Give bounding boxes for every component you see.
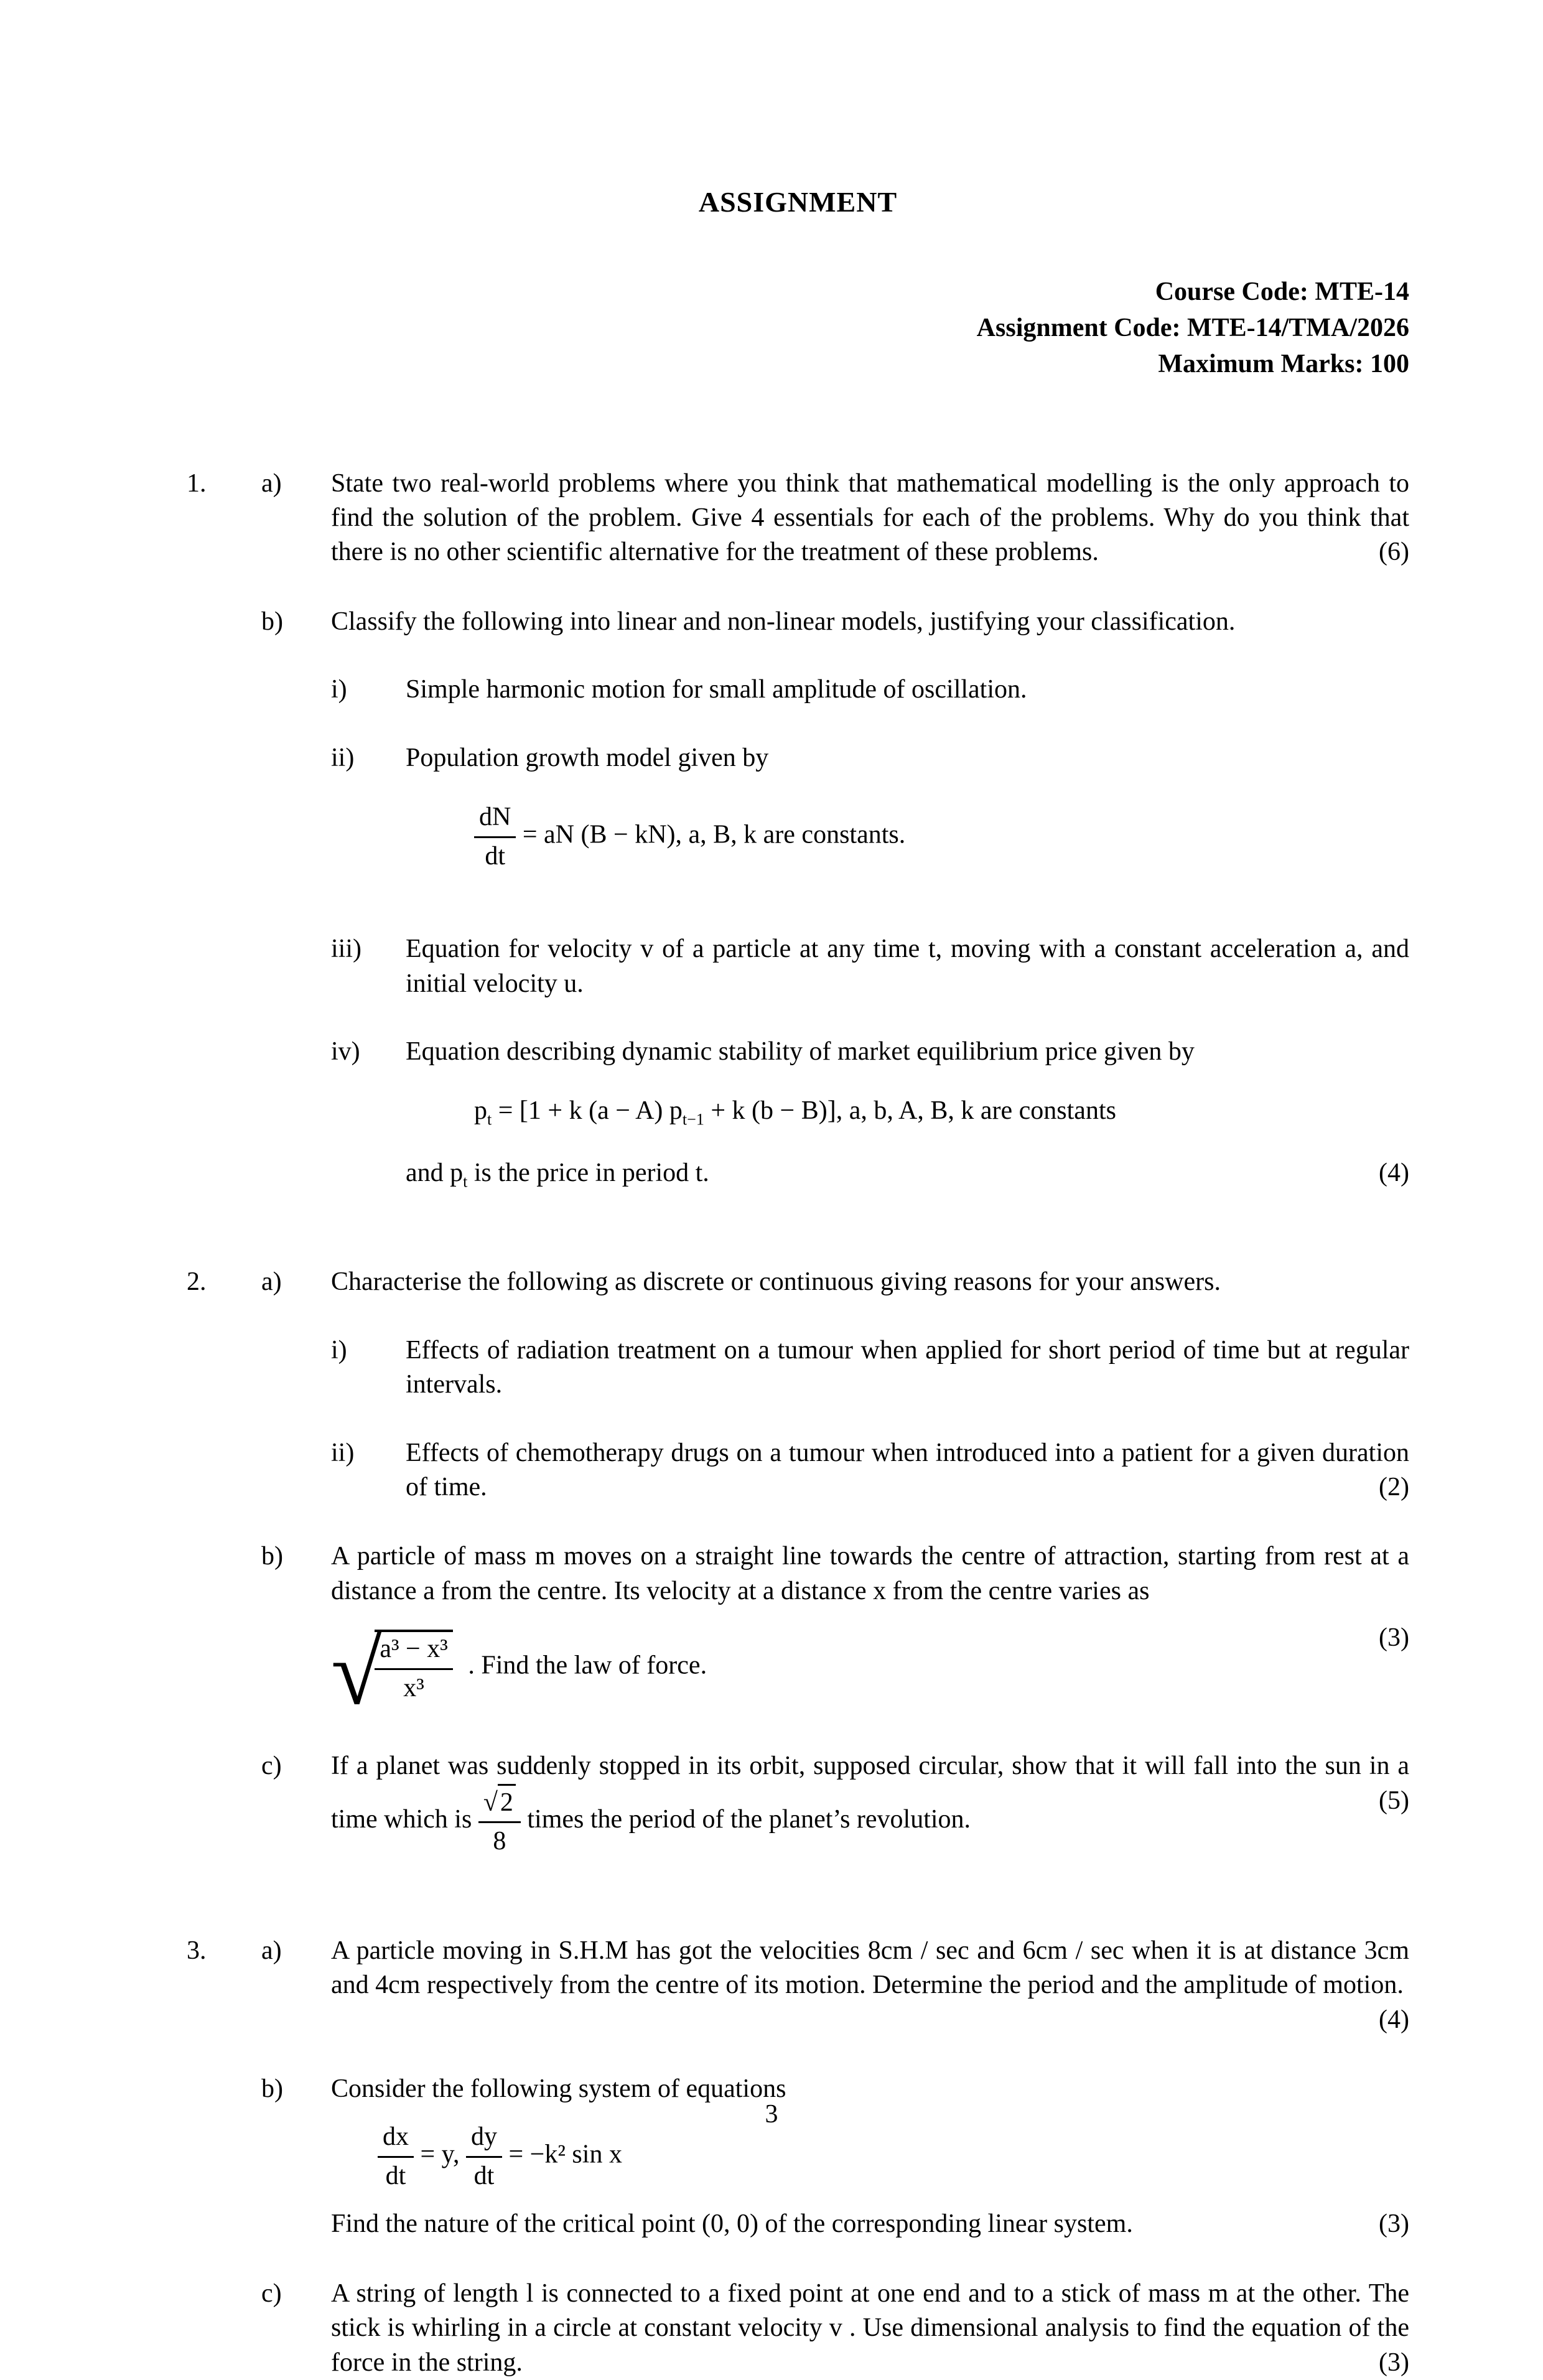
fraction-numerator	[478, 1784, 521, 1823]
part-label-1a: a)	[261, 469, 282, 498]
fraction-a3-x3	[375, 1630, 453, 1706]
item-2a-i	[331, 1333, 1409, 1402]
part-text-3c	[331, 2277, 1409, 2380]
formula-velocity-law	[331, 1621, 1409, 1725]
fraction-denominator: dt	[485, 841, 505, 870]
formula-tail: = −k² sin x	[501, 2140, 622, 2169]
part-text-2c-body: If a planet was suddenly stopped in its orbit, supposed circular, show that it will fall into the sun in a time which is	[331, 1752, 1409, 1834]
price-symbol: p	[474, 1096, 487, 1126]
part-text-2c-after: times the period of the planet’s revolution.	[520, 1804, 971, 1834]
part-after-3b	[331, 2207, 1409, 2241]
fraction-dN-dt	[474, 800, 516, 874]
part-label-3a: a)	[261, 1936, 282, 1965]
item-text-2a-i: Effects of radiation treatment on a tumour when applied for short period of time but at regular intervals.	[406, 1335, 1409, 1399]
question-1-number: 1.	[187, 469, 207, 498]
question-2c	[261, 1749, 1409, 1859]
page-number: 3	[765, 2099, 778, 2129]
part-after-3b-body: Find the nature of the critical point (0, 0) of the corresponding linear system.	[331, 2210, 1133, 2239]
fraction-numerator: dy	[466, 2120, 502, 2157]
formula-price-equation	[474, 1094, 1409, 1128]
assignment-code: Assignment Code: MTE-14/TMA/2026	[976, 313, 1409, 342]
item-1b-iv	[331, 1035, 1409, 1190]
fraction-denominator: x³	[403, 1673, 424, 1702]
question-3-number: 3.	[187, 1936, 207, 1965]
fraction-numerator: dx	[378, 2120, 414, 2157]
item-text-1b-iii: Equation for velocity v of a particle at any time t, moving with a constant acceleration a, and initial velocity u.	[406, 935, 1409, 998]
radical-expression	[331, 1621, 453, 1725]
item-1b-ii	[331, 741, 1409, 898]
fraction-denominator: dt	[473, 2161, 495, 2190]
formula-rhs: = aN (B − kN), a, B, k are constants.	[522, 820, 906, 849]
part-text-1a	[331, 467, 1409, 570]
question-3a	[261, 1934, 1409, 2037]
part-label-1b: b)	[261, 607, 283, 636]
radical-sign-small: √	[483, 1788, 498, 1817]
item-text-2a-ii-body: Effects of chemotherapy drugs on a tumour when introduced into a patient for a given duration of time.	[406, 1438, 1409, 1502]
question-1	[187, 467, 1409, 1191]
item-1b-iii	[331, 932, 1409, 1001]
fraction-denominator: dt	[385, 2161, 406, 2190]
part-text-3a-body: A particle moving in S.H.M has got the velocities 8cm / sec and 6cm / sec when it is at distance 3cm and 4cm respectively from the centre of its motion. Determine the period and the amplitude of motion.	[331, 1936, 1409, 2000]
part-text-2c	[331, 1749, 1409, 1859]
question-3c	[261, 2277, 1409, 2380]
marks-3b: (3)	[1379, 2210, 1409, 2239]
question-2a	[261, 1265, 1409, 1505]
after-pre: and p	[406, 1158, 464, 1187]
after-subscript-t: t	[463, 1172, 468, 1191]
radical-sign: √	[331, 1621, 383, 1725]
item-2a-ii	[331, 1436, 1409, 1505]
marks-1a: (6)	[1379, 538, 1409, 567]
part-label-3b: b)	[261, 2074, 283, 2103]
marks-2b: (3)	[1379, 1623, 1409, 1653]
question-2	[187, 1265, 1409, 1859]
part-text-2a: Characterise the following as discrete or continuous giving reasons for your answers.	[331, 1267, 1221, 1297]
question-2-number: 2.	[187, 1267, 207, 1297]
question-1b	[261, 605, 1409, 1190]
marks-3a: (4)	[1379, 2005, 1409, 2034]
item-label-1b-iii: iii)	[331, 935, 361, 964]
item-text-1b-ii: Population growth model given by	[406, 743, 769, 772]
fraction-root2-8	[478, 1784, 521, 1859]
formula-population-growth	[474, 800, 1409, 874]
item-text-1b-iv: Equation describing dynamic stability of market equilibrium price given by	[406, 1037, 1195, 1066]
maximum-marks: Maximum Marks: 100	[1158, 349, 1409, 378]
fraction-numerator: a³ − x³	[375, 1632, 453, 1669]
fraction-denominator: 8	[493, 1827, 506, 1856]
part-label-2c: c)	[261, 1752, 282, 1781]
marks-3c: (3)	[1379, 2348, 1409, 2377]
marks-2c: (5)	[1379, 1786, 1409, 1815]
item-text-2a-ii	[406, 1436, 1409, 1505]
formula-after-2b: . Find the law of force.	[468, 1651, 707, 1680]
subscript-t: t	[487, 1110, 492, 1129]
question-1a	[261, 467, 1409, 570]
after-post: is the price in period t.	[467, 1158, 709, 1187]
header-block	[187, 274, 1409, 383]
item-label-2a-ii: ii)	[331, 1438, 355, 1467]
formula-mid: = [1 + k (a − A) p	[492, 1096, 683, 1126]
marks-2a: (2)	[1379, 1473, 1409, 1502]
question-2b	[261, 1539, 1409, 1725]
subscript-t-minus-1: t−1	[682, 1110, 704, 1129]
item-label-1b-i: i)	[331, 675, 347, 704]
formula-mid: = y,	[414, 2140, 466, 2169]
item-label-1b-ii: ii)	[331, 743, 355, 772]
part-text-3a	[331, 1934, 1409, 2034]
formula-tail: + k (b − B)], a, b, A, B, k are constants	[704, 1096, 1116, 1126]
marks-1b: (4)	[1379, 1158, 1409, 1187]
radicand-2: 2	[498, 1784, 516, 1820]
question-3	[187, 1934, 1409, 2380]
fraction-numerator: dN	[474, 800, 516, 838]
part-text-2b: A particle of mass m moves on a straight line towards the centre of attraction, starting from rest at a distance a from the centre. Its velocity at a distance x from the centre varies as	[331, 1542, 1409, 1605]
item-after-1b-iv	[406, 1156, 1409, 1190]
part-label-2b: b)	[261, 1542, 283, 1571]
item-text-1b-i: Simple harmonic motion for small amplitude of oscillation.	[406, 675, 1027, 704]
part-label-2a: a)	[261, 1267, 282, 1297]
page-title: ASSIGNMENT	[698, 186, 898, 218]
part-text-1a-body: State two real-world problems where you think that mathematical modelling is the only approach to find the solution of the problem. Give 4 essentials for each of the problems. Why do you think that there is no other scientific alternative for the treatment of these problems.	[331, 469, 1409, 567]
item-label-1b-iv: iv)	[331, 1037, 360, 1066]
course-code: Course Code: MTE-14	[1155, 277, 1409, 306]
part-label-3c: c)	[261, 2279, 282, 2308]
part-text-3c-body: A string of length l is connected to a fixed point at one end and to a stick of mass m at the other. The stick is whirling in a circle at constant velocity v . Use dimensional analysis to find the equation of the force in the string.	[331, 2279, 1409, 2377]
part-text-1b: Classify the following into linear and non-linear models, justifying your classification.	[331, 607, 1236, 636]
item-1b-i	[331, 673, 1409, 707]
item-label-2a-i: i)	[331, 1335, 347, 1365]
part-text-3b: Consider the following system of equations	[331, 2074, 786, 2103]
